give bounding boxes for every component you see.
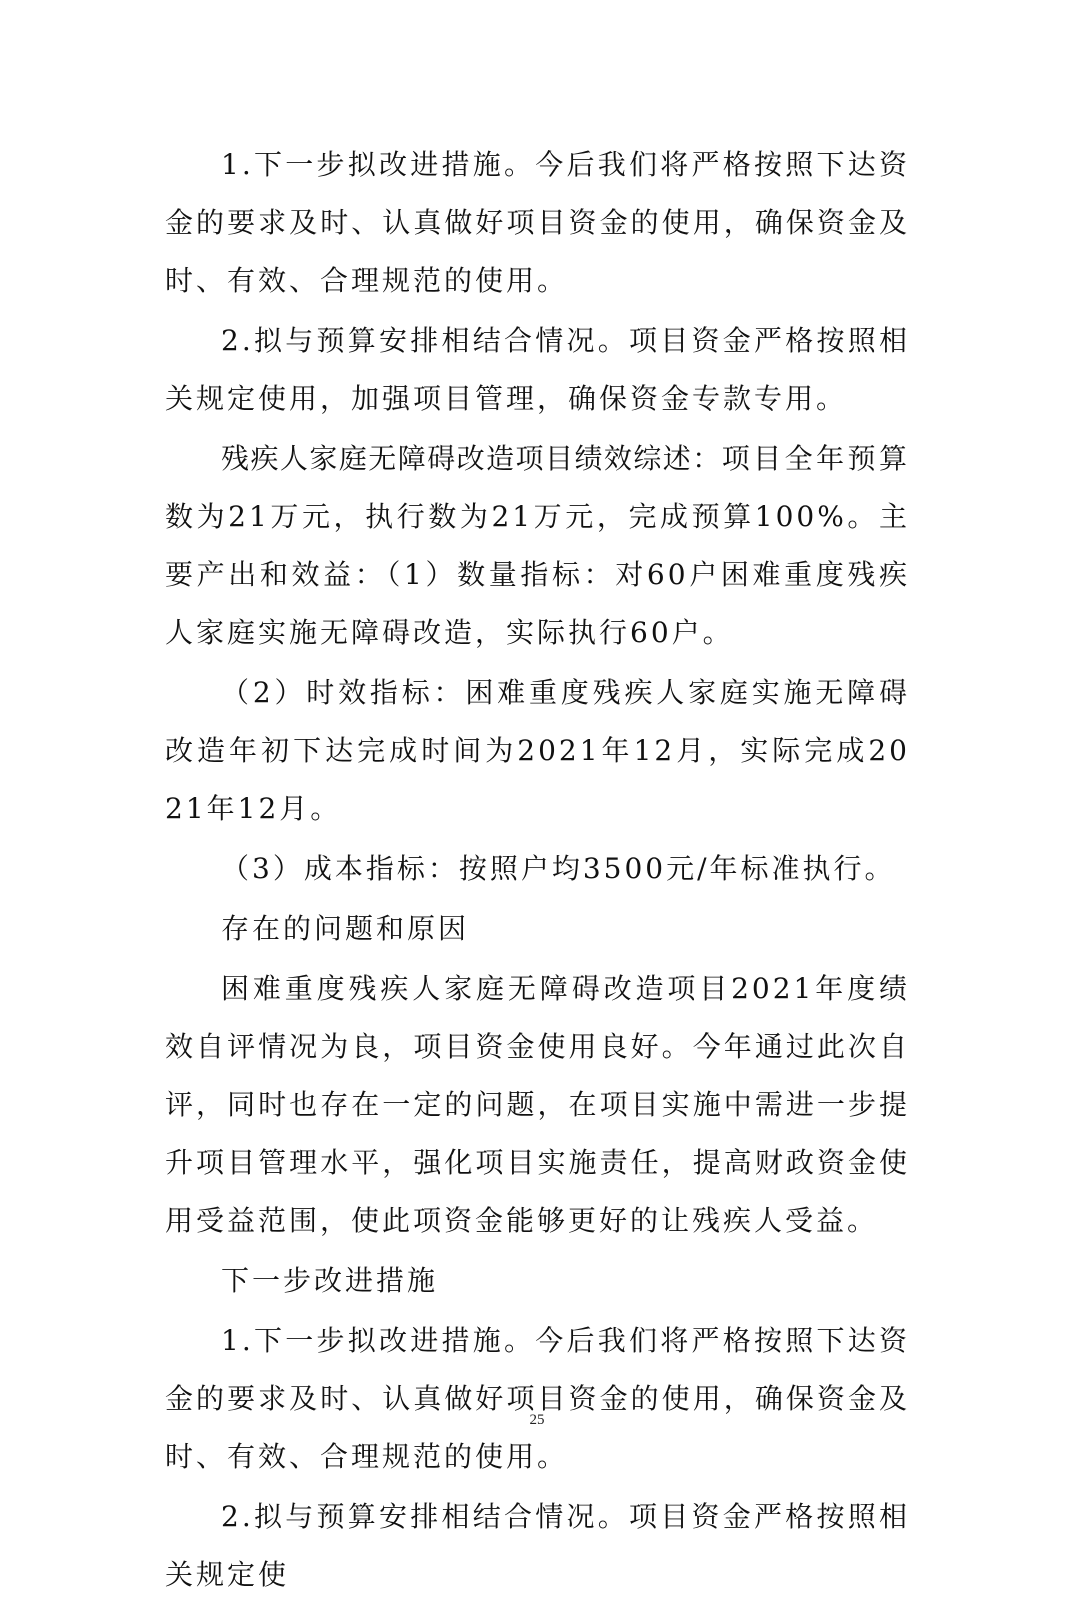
document-body (165, 136, 910, 1604)
paragraph-text: 项目全年预算数为21万元，执行数为21万元，完成预算100%。主要产出和效益：（1）数量指标：对60户困难重度残疾人家庭实施无障碍改造，实际执行60户。 (165, 442, 910, 649)
paragraph-text: 1.下一步拟改进措施。今后我们将严格按照下达资金的要求及时、认真做好项目资金的使用，确保资金及时、有效、合理规范的使用。 (165, 148, 910, 297)
heading-text: 存在的问题和原因 (221, 912, 470, 945)
paragraph-lead-heading: 残疾人家庭无障碍改造项目绩效综述： (221, 442, 722, 475)
paragraph-improvement-measures-2 (165, 1312, 910, 1486)
paragraph-cost-indicator (165, 840, 910, 898)
paragraph-performance-summary (165, 430, 910, 662)
paragraph-text: （3）成本指标：按照户均3500元/年标准执行。 (221, 852, 896, 885)
paragraph-budget-combination-1 (165, 312, 910, 428)
section-heading-next-steps (165, 1252, 910, 1310)
paragraph-improvement-measures-1 (165, 136, 910, 310)
paragraph-text: 2.拟与预算安排相结合情况。项目资金严格按照相关规定使 (165, 1500, 910, 1591)
paragraph-budget-combination-2 (165, 1488, 910, 1604)
page-number: 25 (529, 1412, 545, 1428)
heading-text: 下一步改进措施 (221, 1264, 439, 1297)
paragraph-text: 困难重度残疾人家庭无障碍改造项目2021年度绩效自评情况为良，项目资金使用良好。今年通过此次自评，同时也存在一定的问题，在项目实施中需进一步提升项目管理水平，强化项目实施责任，提高财政资金使用受益范围，使此项资金能够更好的让残疾人受益。 (165, 972, 910, 1237)
paragraph-text: 1.下一步拟改进措施。今后我们将严格按照下达资金的要求及时、认真做好项目资金的使用，确保资金及时、有效、合理规范的使用。 (165, 1324, 910, 1473)
paragraph-timeliness-indicator (165, 664, 910, 838)
section-heading-problems (165, 900, 910, 958)
paragraph-text: 2.拟与预算安排相结合情况。项目资金严格按照相关规定使用，加强项目管理，确保资金专款专用。 (165, 324, 910, 415)
paragraph-text: （2）时效指标：困难重度残疾人家庭实施无障碍改造年初下达完成时间为2021年12月，实际完成2021年12月。 (165, 676, 910, 825)
paragraph-problems-causes (165, 960, 910, 1250)
